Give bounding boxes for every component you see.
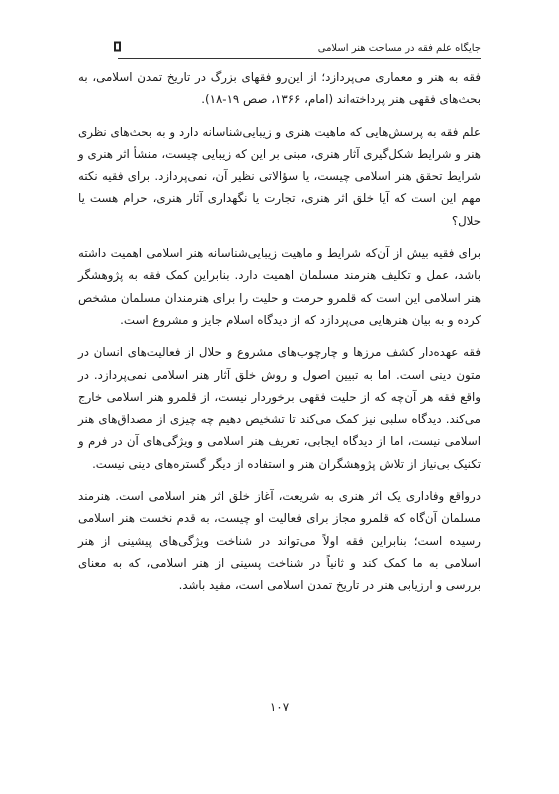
book-mark-icon	[112, 40, 122, 52]
body-text	[78, 66, 481, 607]
page-number: ۱۰۷	[269, 700, 290, 714]
running-header-title: جایگاه علم فقه در مساحت هنر اسلامی	[317, 42, 481, 54]
paragraph-2: علم فقه به پرسش‌هایی که ماهیت هنری و زیبایی‌شناسانه دارد و به بحث‌های نظری هنر و شرایط شکل‌گیری آثار هنری، مبنی بر این که زیبایی چیست، منشأ اثر هنری و شرایط تحقق هنر اسلامی چیست، یا سؤالاتی نظیر آن، نمی‌پردازد. برای فقیه نکته مهم این است که آیا خلق اثر هنری، تجارت یا نگهداری آثار هنری، حرام هست یا حلال؟	[78, 124, 481, 228]
paragraph-3: برای فقیه بیش از آن‌که شرایط و ماهیت زیبایی‌شناسانه هنر اسلامی اهمیت داشته باشد، عمل و تکلیف هنرمند مسلمان اهمیت دارد. بنابراین کمک فقه به پژوهشگر هنر اسلامی این است که قلمرو حرمت و حلیت را برای هنرمندان مسلمان مشخص کرده و به بیان هنرهایی می‌پردازد که از دیدگاه اسلام جایز و مشروع است.	[78, 246, 481, 327]
paragraph-1: فقه به هنر و معماری می‌پردازد؛ از این‌رو فقهای بزرگ در تاریخ تمدن اسلامی، به بحث‌های فقهی هنر پرداخته‌اند (امام، ۱۳۶۶، صص ۱۹-۱۸).	[78, 70, 481, 107]
paragraph-4: فقه عهده‌دار کشف مرزها و چارچوب‌های مشروع و حلال از فعالیت‌های انسان در متون دینی است. اما به تبیین اصول و روش خلق آثار هنر اسلامی نمی‌پردازد. در واقع فقه هر آن‌چه که از حلیت فقهی برخوردار نیست، از قلمرو هنر اسلامی خارج می‌کند. دیدگاه سلبی نیز کمک می‌کند تا تشخیص دهیم چه چیزی از مصداق‌های هنر اسلامی نیست، اما از دیدگاه ایجابی، تعریف هنر اسلامی و ویژگی‌های آن در فرم و تکنیک بی‌نیاز از تلاش پژوهشگران هنر و استفاده از دیگر گستره‌های دینی نیست.	[78, 345, 481, 471]
running-header	[118, 38, 481, 59]
paragraph-5: درواقع وفاداری یک اثر هنری به شریعت، آغاز خلق اثر هنر اسلامی است. هنرمند مسلمان آن‌گاه که قلمرو مجاز برای فعالیت او چیست، به قدم نخست هنر اسلامی رسیده است؛ بنابراین فقه اولاً می‌تواند در شناخت ویژگی‌های پیشینی از هنر اسلامی به ما کمک کند و ثانیاً در شناخت پسینی از هنر اسلامی، که به معنای بررسی و ارزیابی هنر در تاریخ تمدن اسلامی است، مفید باشد.	[78, 489, 481, 593]
